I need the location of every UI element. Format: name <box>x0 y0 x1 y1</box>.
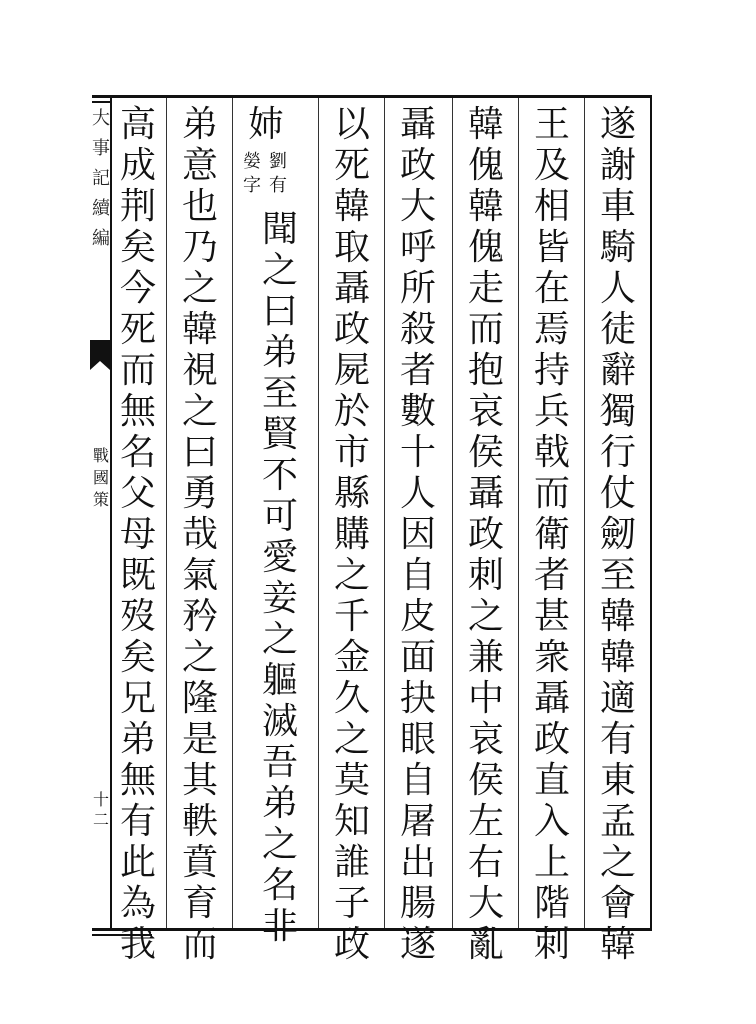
text-char: 十 <box>399 432 436 473</box>
text-char: 數 <box>399 391 436 432</box>
text-char: 久 <box>333 678 370 719</box>
text-column-6-body <box>254 209 306 947</box>
text-char: 焉 <box>533 309 570 350</box>
text-char: 之 <box>181 268 218 309</box>
text-char: 高 <box>119 104 156 145</box>
text-char: 弟 <box>181 104 218 145</box>
text-char: 聞 <box>261 209 298 250</box>
text-char: 會 <box>599 883 636 924</box>
annotation-char: 有 <box>269 175 287 196</box>
text-column-3 <box>460 104 512 965</box>
text-char: 市 <box>333 432 370 473</box>
column-divider <box>166 98 167 928</box>
text-char: 也 <box>181 186 218 227</box>
text-char: 韓 <box>599 924 636 965</box>
text-char: 屍 <box>333 350 370 391</box>
text-char: 戟 <box>533 432 570 473</box>
column-divider <box>232 98 233 928</box>
text-char: 面 <box>399 637 436 678</box>
text-char: 矣 <box>119 637 156 678</box>
annotation-right <box>266 150 290 198</box>
text-char: 大 <box>467 883 504 924</box>
text-char: 購 <box>333 514 370 555</box>
text-char: 車 <box>599 186 636 227</box>
text-char: 自 <box>399 760 436 801</box>
frame-right-rule <box>650 95 652 930</box>
margin-title-char: 編 <box>92 228 110 249</box>
text-char: 莫 <box>333 760 370 801</box>
text-char: 千 <box>333 596 370 637</box>
margin-section-title <box>92 445 110 511</box>
text-char: 政 <box>533 719 570 760</box>
text-char: 政 <box>333 309 370 350</box>
text-char: 之 <box>333 555 370 596</box>
text-char: 子 <box>333 883 370 924</box>
text-char: 軼 <box>181 801 218 842</box>
text-char: 王 <box>533 104 570 145</box>
text-char: 吾 <box>261 742 298 783</box>
text-char: 階 <box>533 883 570 924</box>
annotation-char: 嫈 <box>243 151 261 172</box>
text-char: 劒 <box>599 514 636 555</box>
section-title-char: 國 <box>92 468 109 487</box>
text-char: 遂 <box>599 104 636 145</box>
text-char: 衛 <box>533 514 570 555</box>
text-char: 名 <box>261 865 298 906</box>
text-char: 姉 <box>247 104 284 145</box>
text-char: 滅 <box>261 701 298 742</box>
text-char: 無 <box>119 391 156 432</box>
text-char: 隆 <box>181 678 218 719</box>
column-divider <box>452 98 453 928</box>
margin-title-char: 續 <box>92 198 110 219</box>
text-char: 金 <box>333 637 370 678</box>
text-char: 衆 <box>533 637 570 678</box>
text-char: 徒 <box>599 309 636 350</box>
text-char: 侯 <box>467 432 504 473</box>
text-char: 直 <box>533 760 570 801</box>
text-char: 兵 <box>533 391 570 432</box>
text-char: 聶 <box>533 678 570 719</box>
text-char: 韓 <box>467 186 504 227</box>
text-char: 而 <box>119 350 156 391</box>
text-char: 有 <box>599 719 636 760</box>
text-column-8 <box>112 104 164 965</box>
text-char: 母 <box>119 514 156 555</box>
text-column-4 <box>392 104 444 965</box>
text-char: 氣 <box>181 555 218 596</box>
text-char: 矣 <box>119 227 156 268</box>
text-char: 謝 <box>599 145 636 186</box>
text-char: 刺 <box>467 555 504 596</box>
text-char: 是 <box>181 719 218 760</box>
text-char: 聶 <box>333 268 370 309</box>
text-char: 刺 <box>533 924 570 965</box>
text-char: 此 <box>119 842 156 883</box>
text-char: 乃 <box>181 227 218 268</box>
text-char: 及 <box>533 145 570 186</box>
text-char: 人 <box>599 268 636 309</box>
text-column-2 <box>526 104 578 965</box>
text-char: 走 <box>467 268 504 309</box>
fish-tail-mark-icon <box>90 340 110 370</box>
text-char: 聶 <box>467 473 504 514</box>
text-char: 而 <box>467 309 504 350</box>
text-char: 之 <box>181 637 218 678</box>
text-char: 抉 <box>399 678 436 719</box>
margin-title-char: 事 <box>92 138 110 159</box>
text-char: 以 <box>333 104 370 145</box>
text-char: 甚 <box>533 596 570 637</box>
text-char: 聶 <box>399 104 436 145</box>
text-char: 成 <box>119 145 156 186</box>
text-char: 皮 <box>399 596 436 637</box>
text-char: 知 <box>333 801 370 842</box>
text-char: 韓 <box>599 637 636 678</box>
text-char: 出 <box>399 842 436 883</box>
text-char: 右 <box>467 842 504 883</box>
text-char: 自 <box>399 555 436 596</box>
text-char: 入 <box>533 801 570 842</box>
frame-top-rule <box>92 95 652 98</box>
text-char: 之 <box>261 824 298 865</box>
column-divider <box>384 98 385 928</box>
text-char: 之 <box>181 391 218 432</box>
text-char: 之 <box>261 619 298 660</box>
text-char: 勇 <box>181 473 218 514</box>
text-char: 政 <box>399 145 436 186</box>
frame-top-inner-rule <box>92 101 110 103</box>
text-char: 賁 <box>181 842 218 883</box>
text-char: 死 <box>333 145 370 186</box>
text-char: 之 <box>333 719 370 760</box>
section-title-char: 策 <box>92 490 109 509</box>
text-char: 妾 <box>261 578 298 619</box>
text-char: 有 <box>119 801 156 842</box>
text-char: 歿 <box>119 596 156 637</box>
text-char: 仗 <box>599 473 636 514</box>
text-char: 政 <box>467 514 504 555</box>
text-char: 因 <box>399 514 436 555</box>
text-char: 之 <box>261 250 298 291</box>
text-char: 在 <box>533 268 570 309</box>
text-char: 相 <box>533 186 570 227</box>
text-char: 曰 <box>261 291 298 332</box>
text-char: 亂 <box>467 924 504 965</box>
text-char: 視 <box>181 350 218 391</box>
text-char: 兄 <box>119 678 156 719</box>
column-divider <box>584 98 585 928</box>
column-divider <box>318 98 319 928</box>
margin-title-char: 記 <box>92 168 110 189</box>
text-char: 所 <box>399 268 436 309</box>
text-char: 獨 <box>599 391 636 432</box>
text-column-6-head <box>240 104 292 145</box>
text-char: 者 <box>533 555 570 596</box>
text-char: 之 <box>599 842 636 883</box>
margin-title-char: 大 <box>92 108 110 129</box>
text-char: 持 <box>533 350 570 391</box>
text-char: 無 <box>119 760 156 801</box>
text-char: 傀 <box>467 145 504 186</box>
text-char: 至 <box>599 555 636 596</box>
text-char: 矜 <box>181 596 218 637</box>
text-char: 騎 <box>599 227 636 268</box>
text-char: 大 <box>399 186 436 227</box>
text-char: 左 <box>467 801 504 842</box>
column-divider <box>518 98 519 928</box>
text-char: 政 <box>333 924 370 965</box>
text-char: 死 <box>119 309 156 350</box>
text-char: 取 <box>333 227 370 268</box>
text-char: 上 <box>533 842 570 883</box>
text-char: 東 <box>599 760 636 801</box>
text-column-7 <box>174 104 226 965</box>
text-char: 荆 <box>119 186 156 227</box>
text-char: 弟 <box>261 783 298 824</box>
annotation-char: 劉 <box>269 151 287 172</box>
text-char: 韓 <box>599 596 636 637</box>
text-char: 軀 <box>261 660 298 701</box>
text-char: 兼 <box>467 637 504 678</box>
text-char: 既 <box>119 555 156 596</box>
text-char: 今 <box>119 268 156 309</box>
text-char: 人 <box>399 473 436 514</box>
text-char: 哀 <box>467 719 504 760</box>
text-char: 為 <box>119 883 156 924</box>
text-char: 賢 <box>261 414 298 455</box>
text-char: 韓 <box>467 104 504 145</box>
text-char: 其 <box>181 760 218 801</box>
text-char: 中 <box>467 678 504 719</box>
text-char: 皆 <box>533 227 570 268</box>
text-char: 行 <box>599 432 636 473</box>
text-char: 誰 <box>333 842 370 883</box>
text-char: 於 <box>333 391 370 432</box>
text-char: 腸 <box>399 883 436 924</box>
text-char: 縣 <box>333 473 370 514</box>
text-char: 哉 <box>181 514 218 555</box>
text-char: 名 <box>119 432 156 473</box>
text-char: 父 <box>119 473 156 514</box>
text-char: 呼 <box>399 227 436 268</box>
text-char: 之 <box>467 596 504 637</box>
text-char: 而 <box>533 473 570 514</box>
text-char: 屠 <box>399 801 436 842</box>
text-char: 孟 <box>599 801 636 842</box>
text-char: 不 <box>261 455 298 496</box>
section-title-char: 戰 <box>92 446 109 465</box>
text-char: 可 <box>261 496 298 537</box>
text-char: 傀 <box>467 227 504 268</box>
text-char: 我 <box>119 924 156 965</box>
annotation-char: 字 <box>243 175 261 196</box>
text-char: 眼 <box>399 719 436 760</box>
text-char: 遂 <box>399 924 436 965</box>
text-char: 哀 <box>467 391 504 432</box>
text-char: 愛 <box>261 537 298 578</box>
annotation-left <box>240 150 264 198</box>
text-char: 弟 <box>119 719 156 760</box>
text-char: 韓 <box>333 186 370 227</box>
text-char: 育 <box>181 883 218 924</box>
text-char: 抱 <box>467 350 504 391</box>
margin-book-title <box>92 104 110 254</box>
text-column-5 <box>326 104 378 965</box>
text-char: 至 <box>261 373 298 414</box>
text-char: 弟 <box>261 332 298 373</box>
page-number: 十二 <box>92 790 109 829</box>
text-char: 韓 <box>181 309 218 350</box>
text-char: 意 <box>181 145 218 186</box>
text-char: 辭 <box>599 350 636 391</box>
text-char: 非 <box>261 906 298 947</box>
text-char: 侯 <box>467 760 504 801</box>
text-char: 殺 <box>399 309 436 350</box>
text-char: 曰 <box>181 432 218 473</box>
text-column-1 <box>592 104 644 965</box>
text-char: 適 <box>599 678 636 719</box>
text-char: 者 <box>399 350 436 391</box>
text-char: 而 <box>181 924 218 965</box>
